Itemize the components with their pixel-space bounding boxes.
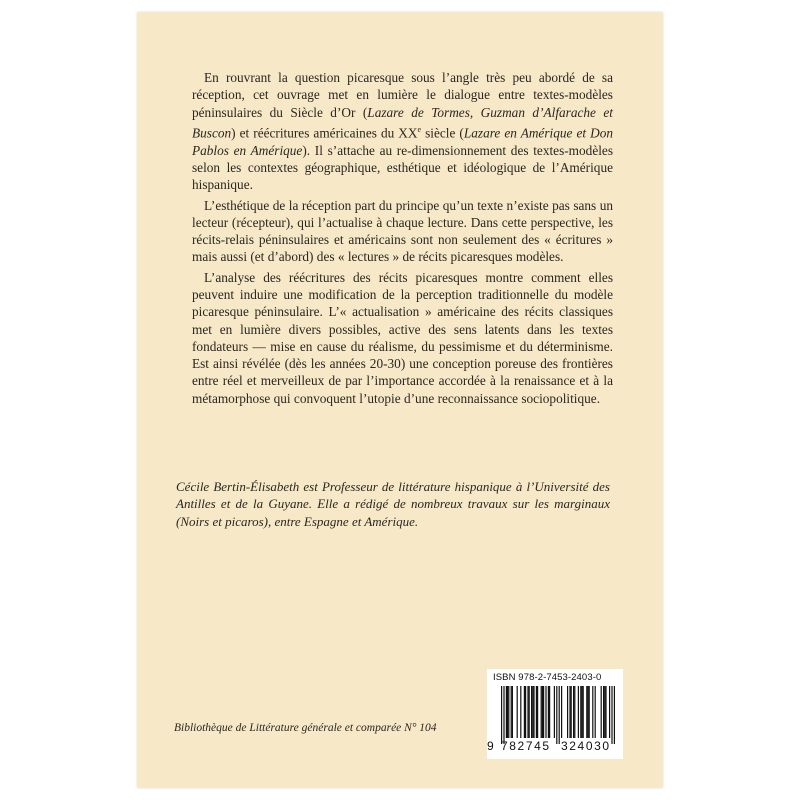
barcode-bar: [549, 686, 550, 738]
italic-title: Lazare en Amérique et Don Pablos en Amérique: [192, 125, 613, 158]
barcode-bar: [586, 686, 587, 738]
barcode-bar: [601, 686, 602, 738]
blurb-paragraph: [192, 69, 613, 194]
isbn-text: ISBN 978-2-7453-2403-0: [493, 672, 602, 683]
blurb-paragraph: [192, 269, 613, 407]
blurb-paragraph: [192, 197, 613, 266]
barcode-label: [487, 669, 623, 759]
barcode-bar: [574, 686, 575, 738]
barcode-bar: [542, 686, 543, 738]
barcode-bar: [595, 686, 596, 738]
barcode-bar: [605, 686, 606, 738]
barcode-bar: [511, 686, 512, 738]
barcode-bar: [573, 686, 574, 738]
barcode-bar: [561, 686, 562, 738]
barcode-bar: [529, 686, 530, 738]
barcode-bar: [520, 686, 521, 738]
barcode-guard-bar: [503, 686, 504, 744]
barcode-bar: [543, 686, 544, 738]
barcode-bar: [548, 686, 549, 738]
barcode-bar: [533, 686, 534, 738]
barcode-bar: [571, 686, 572, 738]
barcode-bar: [580, 686, 581, 738]
ean-first-digit: 9: [487, 739, 494, 753]
barcode-guard-bar: [556, 686, 557, 744]
barcode-bar: [524, 686, 525, 738]
barcode-bar: [527, 686, 528, 738]
barcode-guard-bar: [501, 686, 502, 744]
book-back-cover: [137, 12, 663, 788]
barcode-bar: [536, 686, 537, 738]
barcode-bar: [589, 686, 590, 738]
barcode-bar: [604, 686, 605, 738]
barcode-bar: [609, 686, 610, 738]
barcode-bar: [517, 686, 518, 738]
text-run: ). Il s’attache au re-dimensionnement des textes-modèles selon les contextes géographique, esthétique et idéologique de l’Amérique hispanique.: [192, 142, 613, 193]
barcode-bar: [537, 686, 538, 738]
barcode-bar: [569, 686, 570, 738]
barcode-bar: [567, 686, 568, 738]
barcode-bar: [581, 686, 582, 738]
barcode-bar: [554, 686, 555, 738]
barcode-bar: [583, 686, 584, 738]
barcode-bar: [578, 686, 579, 738]
barcode-image: [493, 686, 617, 744]
barcode-guard-bar: [614, 686, 615, 744]
text-run: ) et réécritures américaines du XX: [231, 125, 418, 141]
barcode-bar: [531, 686, 532, 738]
text-run: L’analyse des réécritures des récits picaresques montre comment elles peuvent induire une modification de la perception traditionnelle du modèle picaresque péninsulaire. L’« actualisation » américaine des récits classiques met en lumière divers possibles, active des sens latents dans les textes fondateurs — mise en cause du réalisme, du pessimisme et du déterminisme. Est ainsi révélée (dès les années 20-30) une conception poreuse des frontières entre réel et merveilleux de par l’importance accordée à la renaissance et à la métamorphose qui convoquent l’utopie d’une reconnaissance sociopolitique.: [192, 269, 613, 406]
author-bio: Cécile Bertin-Élisabeth est Professeur de littérature hispanique à l’Université des Antilles et de la Guyane. Elle a rédigé de nombreux travaux sur les marginaux (Noirs et picaros), entre Espagne et Amérique.: [176, 479, 610, 529]
barcode-bar: [541, 686, 542, 738]
italic-title: Lazare de Tormes, Guzman d’Alfarache et Buscon: [192, 104, 613, 141]
barcode-bar: [508, 686, 509, 738]
barcode-bar: [592, 686, 593, 738]
barcode-bar: [525, 686, 526, 738]
barcode-guard-bar: [611, 686, 612, 744]
text-run: L’esthétique de la réception part du principe qu’un texte n’existe pas sans un lecteur (récepteur), qui l’actualise à chaque lecture. Dans cette perspective, les récits-relais péninsulaires et américains sont non seulement des « écritures » mais aussi (et d’abord) des « lectures » de récits picaresques modèles.: [192, 197, 613, 265]
text-run: siècle (: [421, 125, 464, 141]
barcode-bar: [532, 686, 533, 738]
barcode-bar: [545, 686, 546, 738]
barcode-bar: [512, 686, 513, 738]
ean-left-group: 782745: [501, 739, 551, 753]
blurb-text: [192, 69, 613, 410]
barcode-guard-bar: [559, 686, 560, 744]
series-line: Bibliothèque de Littérature générale et comparée N° 104: [174, 722, 437, 734]
barcode-bar: [587, 686, 588, 738]
ean-right-group: 324030: [561, 739, 611, 753]
superscript: e: [417, 124, 422, 134]
barcode-bar: [506, 686, 507, 738]
barcode-bar: [603, 686, 604, 738]
text-run: En rouvrant la question picaresque sous l’angle très peu abordé de sa réception, cet ouvrage met en lumière le dialogue entre textes-modèles péninsulaires du Siècle d’Or (: [192, 70, 613, 120]
barcode-bar: [507, 686, 508, 738]
